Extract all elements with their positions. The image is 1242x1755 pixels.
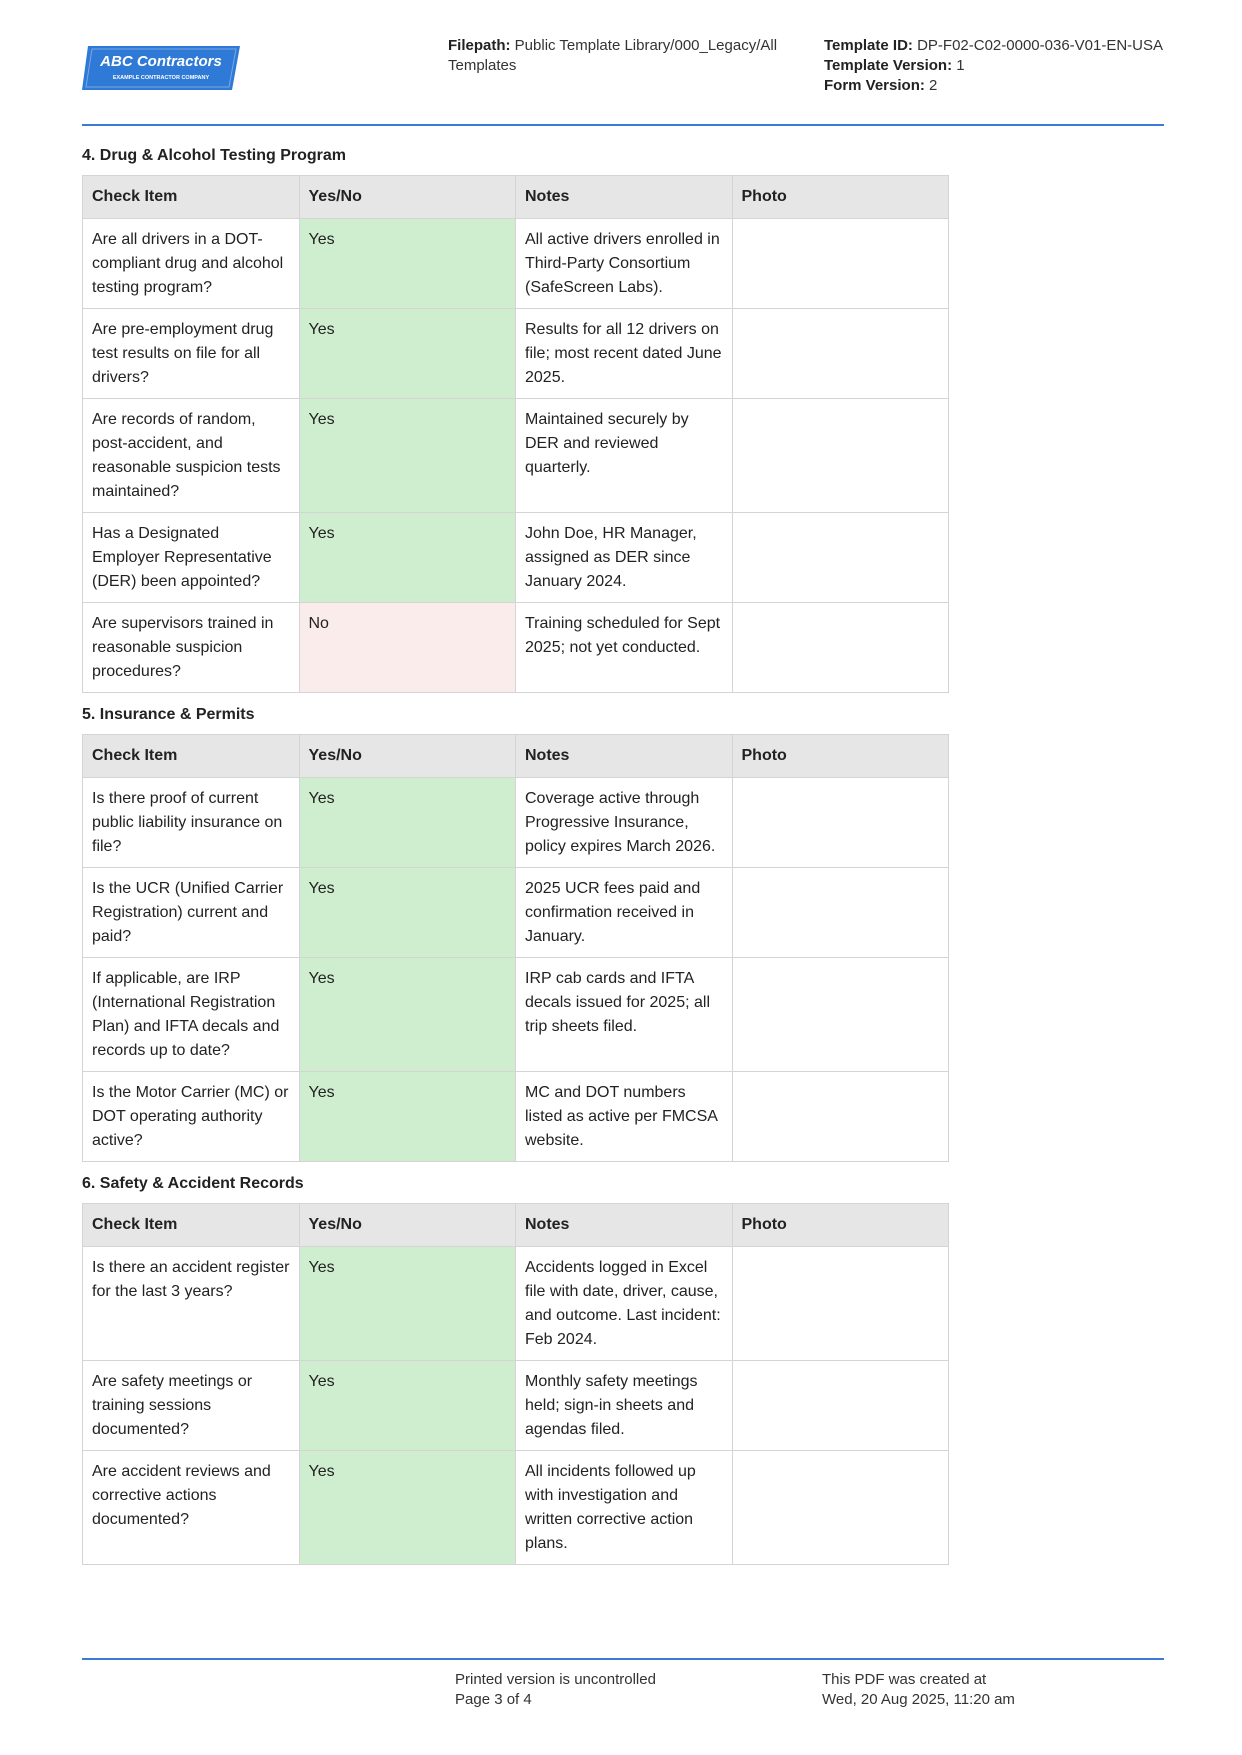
form-version-value: 2 xyxy=(929,77,938,94)
column-header-photo: Photo xyxy=(732,176,949,219)
notes-cell: Coverage active through Progressive Insurance, policy expires March 2026. xyxy=(516,778,733,868)
answer-cell: Yes xyxy=(299,868,516,958)
template-id-label: Template ID: xyxy=(824,37,913,54)
section-title: 4. Drug & Alcohol Testing Program xyxy=(82,147,347,164)
answer-cell: Yes xyxy=(299,1361,516,1451)
column-header-check-item: Check Item xyxy=(83,735,300,778)
answer-cell: Yes xyxy=(299,399,516,513)
photo-cell xyxy=(732,778,949,868)
header-template-info xyxy=(824,36,1184,96)
notes-cell: MC and DOT numbers listed as active per FMCSA website. xyxy=(516,1072,733,1162)
template-version-label: Template Version: xyxy=(824,57,953,74)
photo-cell xyxy=(732,1451,949,1565)
column-header-notes: Notes xyxy=(516,176,733,219)
table-row xyxy=(83,603,949,693)
table-row xyxy=(83,1072,949,1162)
check-item: Are accident reviews and corrective actions documented? xyxy=(83,1451,300,1565)
notes-cell: Maintained securely by DER and reviewed quarterly. xyxy=(516,399,733,513)
answer-cell: Yes xyxy=(299,1451,516,1565)
check-item: Is the UCR (Unified Carrier Registration) current and paid? xyxy=(83,868,300,958)
footer-page-info xyxy=(455,1670,785,1710)
answer-cell: Yes xyxy=(299,958,516,1072)
column-header-yes-no: Yes/No xyxy=(299,176,516,219)
checklist-table xyxy=(82,1203,949,1565)
page-number: Page 3 of 4 xyxy=(455,1691,532,1708)
notes-cell: 2025 UCR fees paid and confirmation received in January. xyxy=(516,868,733,958)
table-header-row xyxy=(83,1204,949,1247)
photo-cell xyxy=(732,513,949,603)
footer-divider xyxy=(82,1658,1164,1660)
photo-cell xyxy=(732,958,949,1072)
notes-cell: Training scheduled for Sept 2025; not yet conducted. xyxy=(516,603,733,693)
table-row xyxy=(83,399,949,513)
table-row xyxy=(83,219,949,309)
template-id-value: DP-F02-C02-0000-036-V01-EN-USA xyxy=(917,37,1164,54)
answer-cell: Yes xyxy=(299,309,516,399)
answer-cell: Yes xyxy=(299,219,516,309)
notes-cell: IRP cab cards and IFTA decals issued for 2025; all trip sheets filed. xyxy=(516,958,733,1072)
check-item: Are pre-employment drug test results on file for all drivers? xyxy=(83,309,300,399)
header-filepath xyxy=(448,36,778,76)
check-item: Is the Motor Carrier (MC) or DOT operating authority active? xyxy=(83,1072,300,1162)
footer-created-info xyxy=(822,1670,1162,1710)
answer-cell: Yes xyxy=(299,778,516,868)
checklist-table xyxy=(82,175,949,693)
table-header-row xyxy=(83,176,949,219)
notes-cell: All active drivers enrolled in Third-Party Consortium (SafeScreen Labs). xyxy=(516,219,733,309)
notes-cell: John Doe, HR Manager, assigned as DER since January 2024. xyxy=(516,513,733,603)
check-item: Are supervisors trained in reasonable suspicion procedures? xyxy=(83,603,300,693)
answer-cell: Yes xyxy=(299,1072,516,1162)
header-divider xyxy=(82,124,1164,126)
photo-cell xyxy=(732,399,949,513)
table-row xyxy=(83,868,949,958)
abc-contractors-logo xyxy=(82,46,240,90)
table-row xyxy=(83,958,949,1072)
section-title: 5. Insurance & Permits xyxy=(82,706,255,723)
column-header-yes-no: Yes/No xyxy=(299,1204,516,1247)
answer-cell: Yes xyxy=(299,513,516,603)
photo-cell xyxy=(732,219,949,309)
column-header-notes: Notes xyxy=(516,1204,733,1247)
check-item: If applicable, are IRP (International Registration Plan) and IFTA decals and records up to date? xyxy=(83,958,300,1072)
photo-cell xyxy=(732,603,949,693)
photo-cell xyxy=(732,868,949,958)
section-insurance-permits xyxy=(82,704,948,1162)
printed-note: Printed version is uncontrolled xyxy=(455,1671,656,1688)
column-header-photo: Photo xyxy=(732,735,949,778)
column-header-check-item: Check Item xyxy=(83,1204,300,1247)
notes-cell: All incidents followed up with investigation and written corrective action plans. xyxy=(516,1451,733,1565)
photo-cell xyxy=(732,309,949,399)
table-header-row xyxy=(83,735,949,778)
column-header-notes: Notes xyxy=(516,735,733,778)
notes-cell: Results for all 12 drivers on file; most recent dated June 2025. xyxy=(516,309,733,399)
answer-cell: Yes xyxy=(299,1247,516,1361)
check-item: Has a Designated Employer Representative (DER) been appointed? xyxy=(83,513,300,603)
table-row xyxy=(83,1451,949,1565)
check-item: Are safety meetings or training sessions documented? xyxy=(83,1361,300,1451)
answer-cell: No xyxy=(299,603,516,693)
column-header-check-item: Check Item xyxy=(83,176,300,219)
checklist-table xyxy=(82,734,949,1162)
table-row xyxy=(83,309,949,399)
table-row xyxy=(83,1247,949,1361)
template-version-value: 1 xyxy=(956,57,965,74)
column-header-photo: Photo xyxy=(732,1204,949,1247)
check-item: Is there proof of current public liability insurance on file? xyxy=(83,778,300,868)
check-item: Is there an accident register for the last 3 years? xyxy=(83,1247,300,1361)
section-title: 6. Safety & Accident Records xyxy=(82,1175,304,1192)
logo-name: ABC Contractors xyxy=(100,53,222,70)
section-drug-alcohol-testing xyxy=(82,145,948,693)
column-header-yes-no: Yes/No xyxy=(299,735,516,778)
check-item: Are records of random, post-accident, and reasonable suspicion tests maintained? xyxy=(83,399,300,513)
filepath-label: Filepath: xyxy=(448,37,511,54)
photo-cell xyxy=(732,1361,949,1451)
photo-cell xyxy=(732,1247,949,1361)
check-item: Are all drivers in a DOT-compliant drug and alcohol testing program? xyxy=(83,219,300,309)
logo-tagline: EXAMPLE CONTRACTOR COMPANY xyxy=(112,75,210,81)
notes-cell: Monthly safety meetings held; sign-in sheets and agendas filed. xyxy=(516,1361,733,1451)
filepath-value-line2: Templates xyxy=(448,57,517,74)
notes-cell: Accidents logged in Excel file with date, driver, cause, and outcome. Last incident: Feb 2024. xyxy=(516,1247,733,1361)
table-row xyxy=(83,778,949,868)
filepath-value-line1: Public Template Library/000_Legacy/All xyxy=(514,37,778,54)
created-label: This PDF was created at xyxy=(822,1671,987,1688)
table-row xyxy=(83,1361,949,1451)
form-version-label: Form Version: xyxy=(824,77,925,94)
table-row xyxy=(83,513,949,603)
created-timestamp: Wed, 20 Aug 2025, 11:20 am xyxy=(822,1691,1015,1708)
section-safety-accident-records xyxy=(82,1173,948,1565)
photo-cell xyxy=(732,1072,949,1162)
